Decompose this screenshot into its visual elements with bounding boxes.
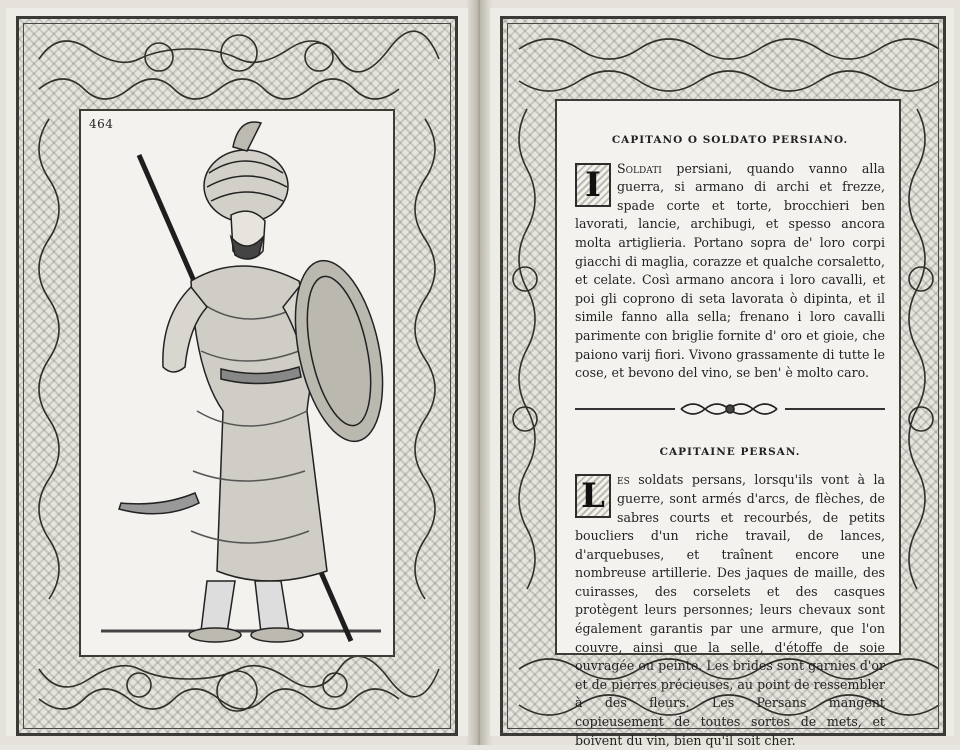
section-divider bbox=[575, 399, 885, 419]
left-page bbox=[6, 8, 468, 736]
divider-ornament bbox=[675, 399, 785, 419]
french-dropcap: L bbox=[575, 474, 611, 518]
french-paragraph bbox=[575, 471, 885, 750]
illustration-panel bbox=[79, 109, 395, 657]
french-heading: CAPITAINE PERSAN. bbox=[659, 445, 801, 458]
soldier-figure bbox=[101, 122, 393, 642]
text-column bbox=[575, 131, 885, 750]
ornamental-frame-right bbox=[500, 16, 946, 748]
italian-body: persiani, quando vanno alla guerra, si armano di archi et frezze, spade corte et torte, brocchieri ben lavorati, lancie, archibugi, et spesso ancora molta artiglieria. Portano sopra de' loro corpi giacchi di maglia, corazze et qualche corsaletto, et celate. Così armano ancora i loro cavalli, et poi gli coprono di seta lavorata ò dipinta, et il simile fanno alla sella; frenano i loro cavalli parimente con briglie fornite d' oro et gioie, che paiono varij fiori. Vivono grassamente di tutte le cose, et bevono del vino, se ben' è molto caro. bbox=[575, 160, 885, 381]
right-page bbox=[490, 8, 954, 748]
italian-heading: CAPITANO O SOLDATO PERSIANO. bbox=[611, 134, 849, 146]
french-body: soldats persans, lorsqu'ils vont à la guerre, sont armés d'arcs, de flèches, de sabres courts et recourbés, de petits boucliers d'un riche travail, de lances, d'arquebuses, et traînent encore une nombreuse artillerie. Des jaques de maille, des cuirasses, des corselets et des casques protègent leurs personnes; leurs chevaux sont également garantis par une armure, que l'on couvre, ainsi que la selle, d'étoffe de soie ouvragée ou peinte. Les brides sont garnies d'or et de pierres précieuses, au point de ressembler à des fleurs. Les Persans mangent copieusement de toutes sortes de mets, et boivent du vin, bien qu'il soit cher. bbox=[575, 472, 885, 748]
italian-lead-word: Soldati bbox=[617, 160, 662, 176]
italian-paragraph bbox=[575, 160, 885, 383]
persian-soldier-illustration bbox=[81, 111, 393, 655]
book-gutter bbox=[466, 0, 492, 745]
french-lead-word: es bbox=[617, 472, 630, 488]
text-panel bbox=[555, 99, 901, 748]
page-number: 464 bbox=[89, 117, 114, 131]
ornamental-frame-left bbox=[16, 16, 458, 736]
italian-dropcap: I bbox=[575, 163, 611, 207]
